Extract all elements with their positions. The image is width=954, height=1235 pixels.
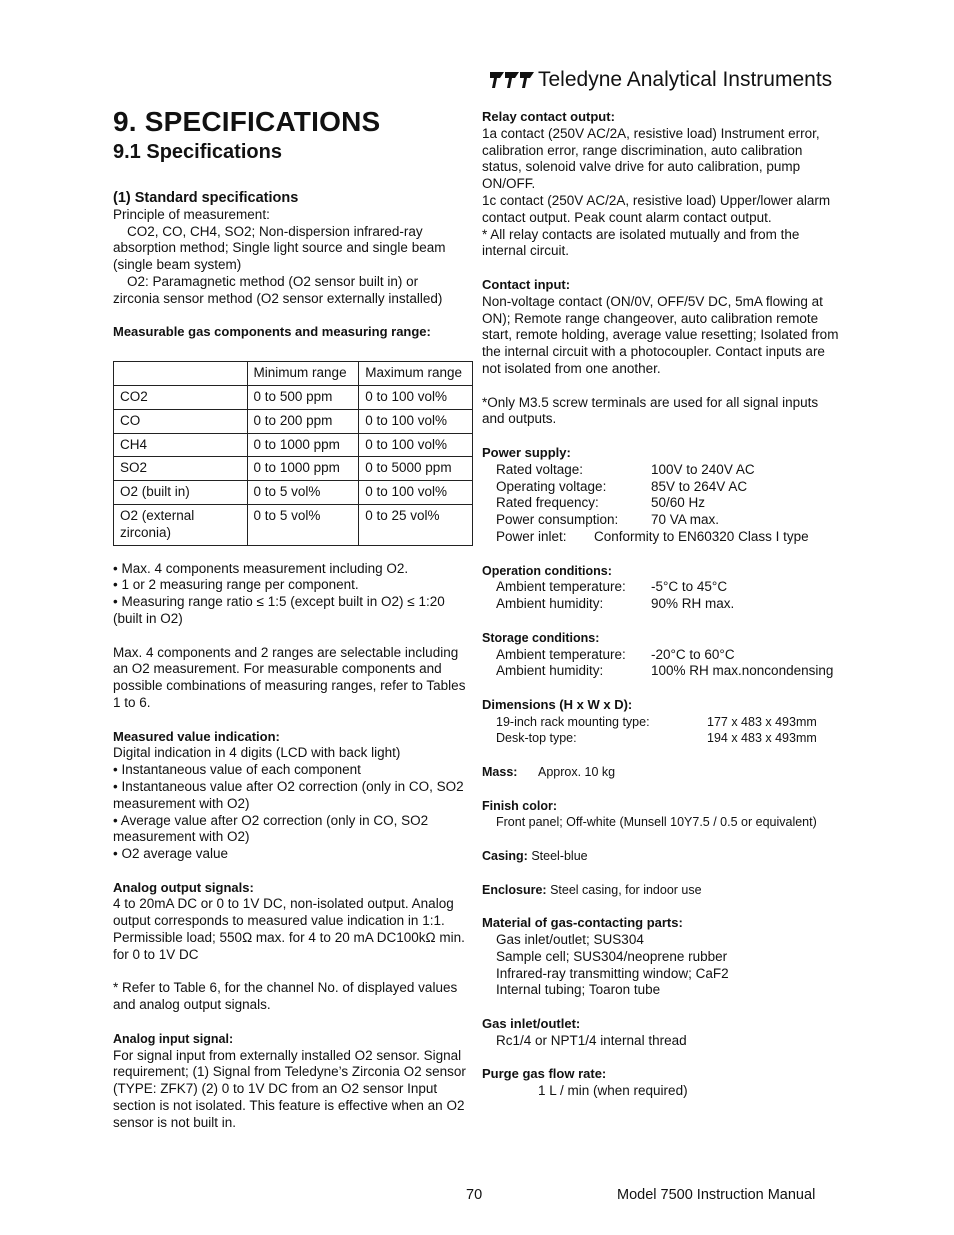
mass-row bbox=[482, 764, 844, 781]
spec-row bbox=[482, 663, 844, 680]
spec-value: -20°C to 60°C bbox=[651, 646, 735, 662]
analog-output-paragraph: 4 to 20mA DC or 0 to 1V DC, non-isolated output. Analog output corresponds to measured value indication in 1:1. Permissible load; 550Ω max. for 4 to 20 mA DC100kΩ min. for 0 to 1V DC bbox=[113, 896, 465, 962]
principle-line: (single beam system) bbox=[113, 257, 242, 273]
material-line: Infrared-ray transmitting window; CaF2 bbox=[496, 965, 729, 981]
table-cell: CO bbox=[114, 409, 248, 433]
indication-line: • Instantaneous value after O2 correction (only in CO, SO2 measurement with O2) bbox=[113, 778, 464, 811]
table-cell: O2 (external zirconia) bbox=[114, 504, 248, 545]
spec-value: 50/60 Hz bbox=[651, 495, 706, 511]
left-column bbox=[113, 190, 475, 1132]
indication-line: • Average value after O2 correction (only in CO, SO2 measurement with O2) bbox=[113, 812, 429, 845]
table-cell: O2 (built in) bbox=[114, 481, 248, 505]
spec-key: 19-inch rack mounting type: bbox=[496, 714, 650, 729]
spec-value: Conformity to EN60320 Class I type bbox=[594, 528, 809, 544]
spec-key: Ambient temperature: bbox=[496, 646, 626, 662]
table-cell: 0 to 100 vol% bbox=[359, 481, 473, 505]
spec-key: Power inlet: bbox=[496, 528, 567, 544]
teledyne-logo-icon bbox=[490, 69, 534, 91]
contact-input-paragraph: Non-voltage contact (ON/0V, OFF/5V DC, 5mA flowing at ON); Remote range changeover, auto calibration remote start, remote holding, average value resetting; Isolated from the internal circuit with a photocoupler. Contact inputs are not isolated from one another. bbox=[482, 293, 839, 376]
spec-key: Ambient temperature: bbox=[496, 579, 626, 595]
standard-spec-heading: (1) Standard specifications bbox=[113, 190, 299, 206]
table-cell: 0 to 200 ppm bbox=[247, 409, 359, 433]
spec-row bbox=[482, 714, 844, 731]
storage-heading: Storage conditions: bbox=[482, 630, 600, 645]
material-line: Sample cell; SUS304/neoprene rubber bbox=[496, 948, 728, 964]
page-header bbox=[490, 66, 850, 94]
table-cell: 0 to 5 vol% bbox=[247, 504, 359, 545]
spec-value: 100% RH max.noncondensing bbox=[651, 663, 834, 679]
table-cell: SO2 bbox=[114, 457, 248, 481]
casing-row bbox=[482, 848, 844, 865]
spec-key: Operating voltage: bbox=[496, 478, 607, 494]
enclosure-value: Steel casing, for indoor use bbox=[550, 882, 702, 897]
gas-inlet-heading: Gas inlet/outlet: bbox=[482, 1016, 581, 1032]
right-column bbox=[482, 109, 844, 1100]
analog-input-paragraph: For signal input from externally installed O2 sensor. Signal requirement; (1) Signal from Teledyne’s Zirconia O2 sensor (TYPE: ZFK7) (2) 0 to 1V DC from an O2 sensor Input section is not isolated. This feature is effective when an O2 sensor is not built in. bbox=[113, 1047, 466, 1130]
mass-value: Approx. 10 kg bbox=[538, 765, 616, 780]
spec-value: 194 x 483 x 493mm bbox=[707, 731, 817, 746]
table-cell: CH4 bbox=[114, 433, 248, 457]
spec-key: Rated voltage: bbox=[496, 461, 584, 477]
spec-value: 70 VA max. bbox=[651, 512, 720, 528]
purge-heading: Purge gas flow rate: bbox=[482, 1066, 607, 1082]
table-cell: 0 to 100 vol% bbox=[359, 409, 473, 433]
table-row bbox=[114, 385, 473, 409]
spec-row bbox=[482, 579, 844, 596]
table-row bbox=[114, 409, 473, 433]
section-title: 9.1 Specifications bbox=[113, 141, 282, 163]
table-header-cell: Minimum range bbox=[247, 362, 359, 386]
bullet-item: • 1 or 2 measuring range per component. bbox=[113, 577, 359, 593]
indication-line: Digital indication in 4 digits (LCD with back light) bbox=[113, 745, 401, 761]
spec-row bbox=[482, 479, 844, 496]
principle-line: CO2, CO, CH4, SO2; Non-dispersion infrared-ray bbox=[127, 223, 423, 239]
enclosure-row bbox=[482, 882, 844, 899]
relay-heading: Relay contact output: bbox=[482, 109, 615, 124]
table-cell: 0 to 100 vol% bbox=[359, 385, 473, 409]
table-cell: 0 to 5000 ppm bbox=[359, 457, 473, 481]
table-cell: 0 to 5 vol% bbox=[247, 481, 359, 505]
spec-row bbox=[482, 529, 844, 546]
contact-input-heading: Contact input: bbox=[482, 276, 571, 292]
max-components-paragraph: Max. 4 components and 2 ranges are selectable including an O2 measurement. For measurable components and possible combinations of measuring ranges, refer to Tables 1 to 6. bbox=[113, 644, 466, 710]
casing-value: Steel-blue bbox=[531, 849, 588, 864]
operation-heading: Operation conditions: bbox=[482, 563, 612, 578]
table-row bbox=[114, 504, 473, 545]
material-line: Internal tubing; Toaron tube bbox=[496, 982, 661, 998]
table-cell: 0 to 25 vol% bbox=[359, 504, 473, 545]
table-header-row bbox=[114, 362, 473, 386]
spec-value: 85V to 264V AC bbox=[651, 478, 748, 494]
terminal-note: *Only M3.5 screw terminals are used for all signal inputs and outputs. bbox=[482, 394, 819, 427]
table-header-cell bbox=[114, 362, 248, 386]
spec-row bbox=[482, 512, 844, 529]
principle-line: absorption method; Single light source and single beam bbox=[113, 240, 446, 256]
relay-paragraph: 1a contact (250V AC/2A, resistive load) Instrument error, calibration error, range discrimination, auto calibration status, solenoid valve drive for auto calibration, pump ON/OFF. bbox=[482, 125, 820, 192]
finish-value: Front panel; Off-white (Munsell 10Y7.5 / 0.5 or equivalent) bbox=[496, 815, 817, 830]
table-row bbox=[114, 433, 473, 457]
brand-name: Teledyne Analytical Instruments bbox=[538, 68, 833, 91]
material-heading: Material of gas-contacting parts: bbox=[482, 915, 683, 931]
casing-label: Casing: bbox=[482, 849, 528, 864]
bullet-item: • Measuring range ratio ≤ 1:5 (except built in O2) ≤ 1:20 (built in O2) bbox=[113, 594, 445, 626]
relay-paragraph: * All relay contacts are isolated mutually and from the internal circuit. bbox=[482, 226, 800, 259]
analog-output-note: * Refer to Table 6, for the channel No. of displayed values and analog output signals. bbox=[113, 980, 458, 1013]
power-heading: Power supply: bbox=[482, 444, 571, 460]
spec-value: 100V to 240V AC bbox=[651, 461, 755, 477]
spec-row bbox=[482, 596, 844, 613]
relay-paragraph: 1c contact (250V AC/2A, resistive load) Upper/lower alarm contact output. Peak count alarm contact output. bbox=[482, 192, 831, 225]
spec-key: Power consumption: bbox=[496, 512, 619, 528]
principle-line: zirconia sensor method (O2 sensor externally installed) bbox=[113, 290, 443, 306]
measurable-heading: Measurable gas components and measuring range: bbox=[113, 324, 431, 340]
material-line: Gas inlet/outlet; SUS304 bbox=[496, 932, 644, 948]
dimensions-heading: Dimensions (H x W x D): bbox=[482, 696, 633, 712]
chapter-title: 9. SPECIFICATIONS bbox=[113, 106, 381, 137]
table-cell: 0 to 100 vol% bbox=[359, 433, 473, 457]
enclosure-label: Enclosure: bbox=[482, 882, 547, 897]
table-row bbox=[114, 457, 473, 481]
table-cell: 0 to 500 ppm bbox=[247, 385, 359, 409]
table-cell: 0 to 1000 ppm bbox=[247, 433, 359, 457]
manual-title: Model 7500 Instruction Manual bbox=[617, 1187, 816, 1203]
analog-output-heading: Analog output signals: bbox=[113, 879, 254, 895]
spec-row bbox=[482, 730, 844, 747]
principle-line: O2: Paramagnetic method (O2 sensor built in) or bbox=[127, 273, 419, 289]
bullet-item: • Max. 4 components measurement including O2. bbox=[113, 560, 409, 576]
table-cell: CO2 bbox=[114, 385, 248, 409]
principle-label: Principle of measurement: bbox=[113, 206, 270, 222]
spec-key: Desk-top type: bbox=[496, 731, 577, 746]
table-header-cell: Maximum range bbox=[359, 362, 473, 386]
spec-key: Ambient humidity: bbox=[496, 663, 604, 679]
spec-row bbox=[482, 647, 844, 664]
spec-value: 177 x 483 x 493mm bbox=[707, 714, 817, 729]
page-number: 70 bbox=[466, 1187, 483, 1203]
spec-value: -5°C to 45°C bbox=[651, 579, 728, 595]
purge-value: 1 L / min (when required) bbox=[538, 1083, 688, 1099]
gas-inlet-value: Rc1/4 or NPT1/4 internal thread bbox=[496, 1032, 687, 1048]
analog-input-heading: Analog input signal: bbox=[113, 1031, 234, 1046]
spec-key: Ambient humidity: bbox=[496, 596, 604, 612]
indication-heading: Measured value indication: bbox=[113, 728, 280, 744]
finish-heading: Finish color: bbox=[482, 798, 557, 813]
mass-label: Mass: bbox=[482, 765, 518, 780]
spec-value: 90% RH max. bbox=[651, 596, 735, 612]
table-cell: 0 to 1000 ppm bbox=[247, 457, 359, 481]
spec-row bbox=[482, 495, 844, 512]
indication-line: • O2 average value bbox=[113, 846, 229, 862]
indication-line: • Instantaneous value of each component bbox=[113, 762, 361, 778]
measuring-range-table bbox=[113, 361, 473, 545]
table-row bbox=[114, 481, 473, 505]
spec-key: Rated frequency: bbox=[496, 495, 599, 511]
spec-row bbox=[482, 462, 844, 479]
